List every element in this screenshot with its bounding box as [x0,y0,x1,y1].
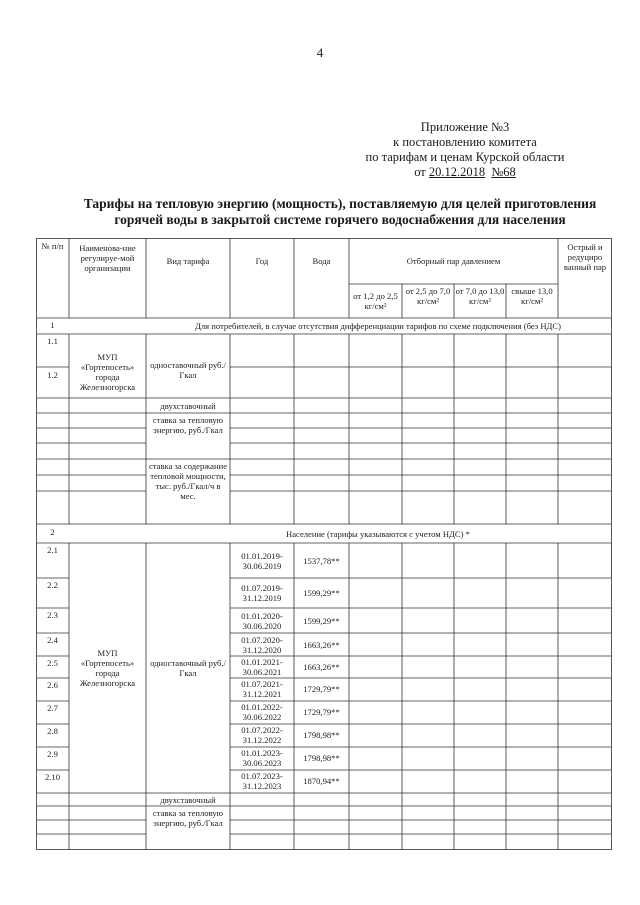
section-2-num: 2 [50,527,55,537]
appendix-date: 20.12.2018 [428,165,486,179]
row-2-10-period: 01.07.2023-31.12.2023 [241,771,283,791]
appendix-number: №68 [491,165,516,179]
row-2-8-water: 1798,98** [303,730,340,740]
title-line-2: горячей воды в закрытой системе горячего водоснабжения для населения [114,212,566,227]
row-2-10-num: 2.10 [44,772,61,782]
appendix-line-2: к постановлению комитета [393,135,537,149]
row-2-5-num: 2.5 [47,658,58,668]
title-line-1: Тарифы на тепловую энергию (мощность), поставляемую для целей приготовления [83,196,597,211]
tariff-table [36,238,612,850]
row-2-2-water: 1599,29** [303,588,340,598]
header-water: Вода [312,256,331,266]
two-rate-section-2: двухставочный [160,795,216,805]
row-2-9-water: 1798,98** [303,753,340,763]
row-2-3-period: 01.01.2020-30.06.2020 [241,611,283,631]
row-2-5-water: 1663,26** [303,662,340,672]
appendix-line-4 [330,165,600,180]
row-2-6-water: 1729,79** [303,684,340,694]
header-pressure-2: от 2,5 до 7,0 кг/см² [405,286,451,306]
row-2-7-water: 1729,79** [303,707,340,717]
two-rate-section-1: двухставочный [160,401,216,411]
appendix-block [330,120,600,180]
header-sharp-steam: Острый и редуциро ванный пар [563,242,607,272]
org-name-section-2: МУП «Гортепосеть» города Железногорска [79,648,136,688]
row-2-9-period: 01.01.2023-30.06.2023 [241,748,283,768]
row-2-4-num: 2.4 [47,635,58,645]
org-name-section-1: МУП «Гортепосеть» города Железногорска [79,352,136,392]
row-2-2-period: 01.07.2019-31.12.2019 [241,583,283,603]
header-pressure-1: от 1,2 до 2,5 кг/см² [353,291,398,311]
header-steam: Отборный пар давлением [406,256,501,266]
section-1-num: 1 [50,320,55,330]
row-2-9-num: 2.9 [47,749,58,759]
appendix-line-1: Приложение №3 [420,120,510,134]
rate-energy-section-1: ставка за тепловую энергию, руб./Гкал [152,415,224,435]
row-2-3-water: 1599,29** [303,616,340,626]
header-pressure-4: свыше 13,0 кг/см² [511,286,553,306]
row-2-8-num: 2.8 [47,726,58,736]
row-2-6-num: 2.6 [47,680,58,690]
header-num: № п/п [41,241,64,251]
row-2-4-water: 1663,26** [303,640,340,650]
row-2-3-num: 2.3 [47,610,58,620]
appendix-date-prefix: от [414,165,426,179]
header-year: Год [255,256,269,266]
row-2-8-period: 01.07.2022-31.12.2022 [241,725,283,745]
header-org: Наименова-ние регулируе-мой организации [79,243,136,273]
row-2-1-num: 2.1 [47,545,58,555]
appendix-line-3: по тарифам и ценам Курской области [365,150,565,164]
page-number: 4 [316,45,324,60]
header-pressure-3: от 7,0 до 13,0 кг/см² [455,286,505,306]
row-2-6-period: 01.07.2021-31.12.2021 [241,679,283,699]
single-rate-section-2: одноставочный руб./Гкал [150,658,226,678]
row-1-2-num: 1.2 [47,370,58,380]
row-2-5-period: 01.01.2021-30.06.2021 [241,657,283,677]
rate-energy-section-2: ставка за тепловую энергию, руб./Гкал [152,808,224,828]
rate-capacity-section-1: ставка за содержание тепловой мощности, тыс. руб./Гкал/ч в мес. [148,461,228,501]
row-2-2-num: 2.2 [47,580,58,590]
section-2-label: Население (тарифы указываются с учетом НДС) * [286,529,470,539]
row-2-7-period: 01.01.2022-30.06.2022 [241,702,283,722]
header-tariff-type: Вид тарифа [166,256,210,266]
row-2-10-water: 1870,94** [303,776,340,786]
document-title [60,196,620,228]
row-1-1-num: 1.1 [47,336,58,346]
row-2-1-period: 01.01.2019-30.06.2019 [241,551,283,571]
section-1-label: Для потребителей, в случае отсутствия дифференциации тарифов по схеме подключения (без НДС) [195,321,561,331]
row-2-1-water: 1537,78** [303,556,340,566]
single-rate-section-1: одноставочный руб./Гкал [150,360,226,380]
row-2-7-num: 2.7 [47,703,58,713]
row-2-4-period: 01.07.2020-31.12.2020 [241,635,283,655]
